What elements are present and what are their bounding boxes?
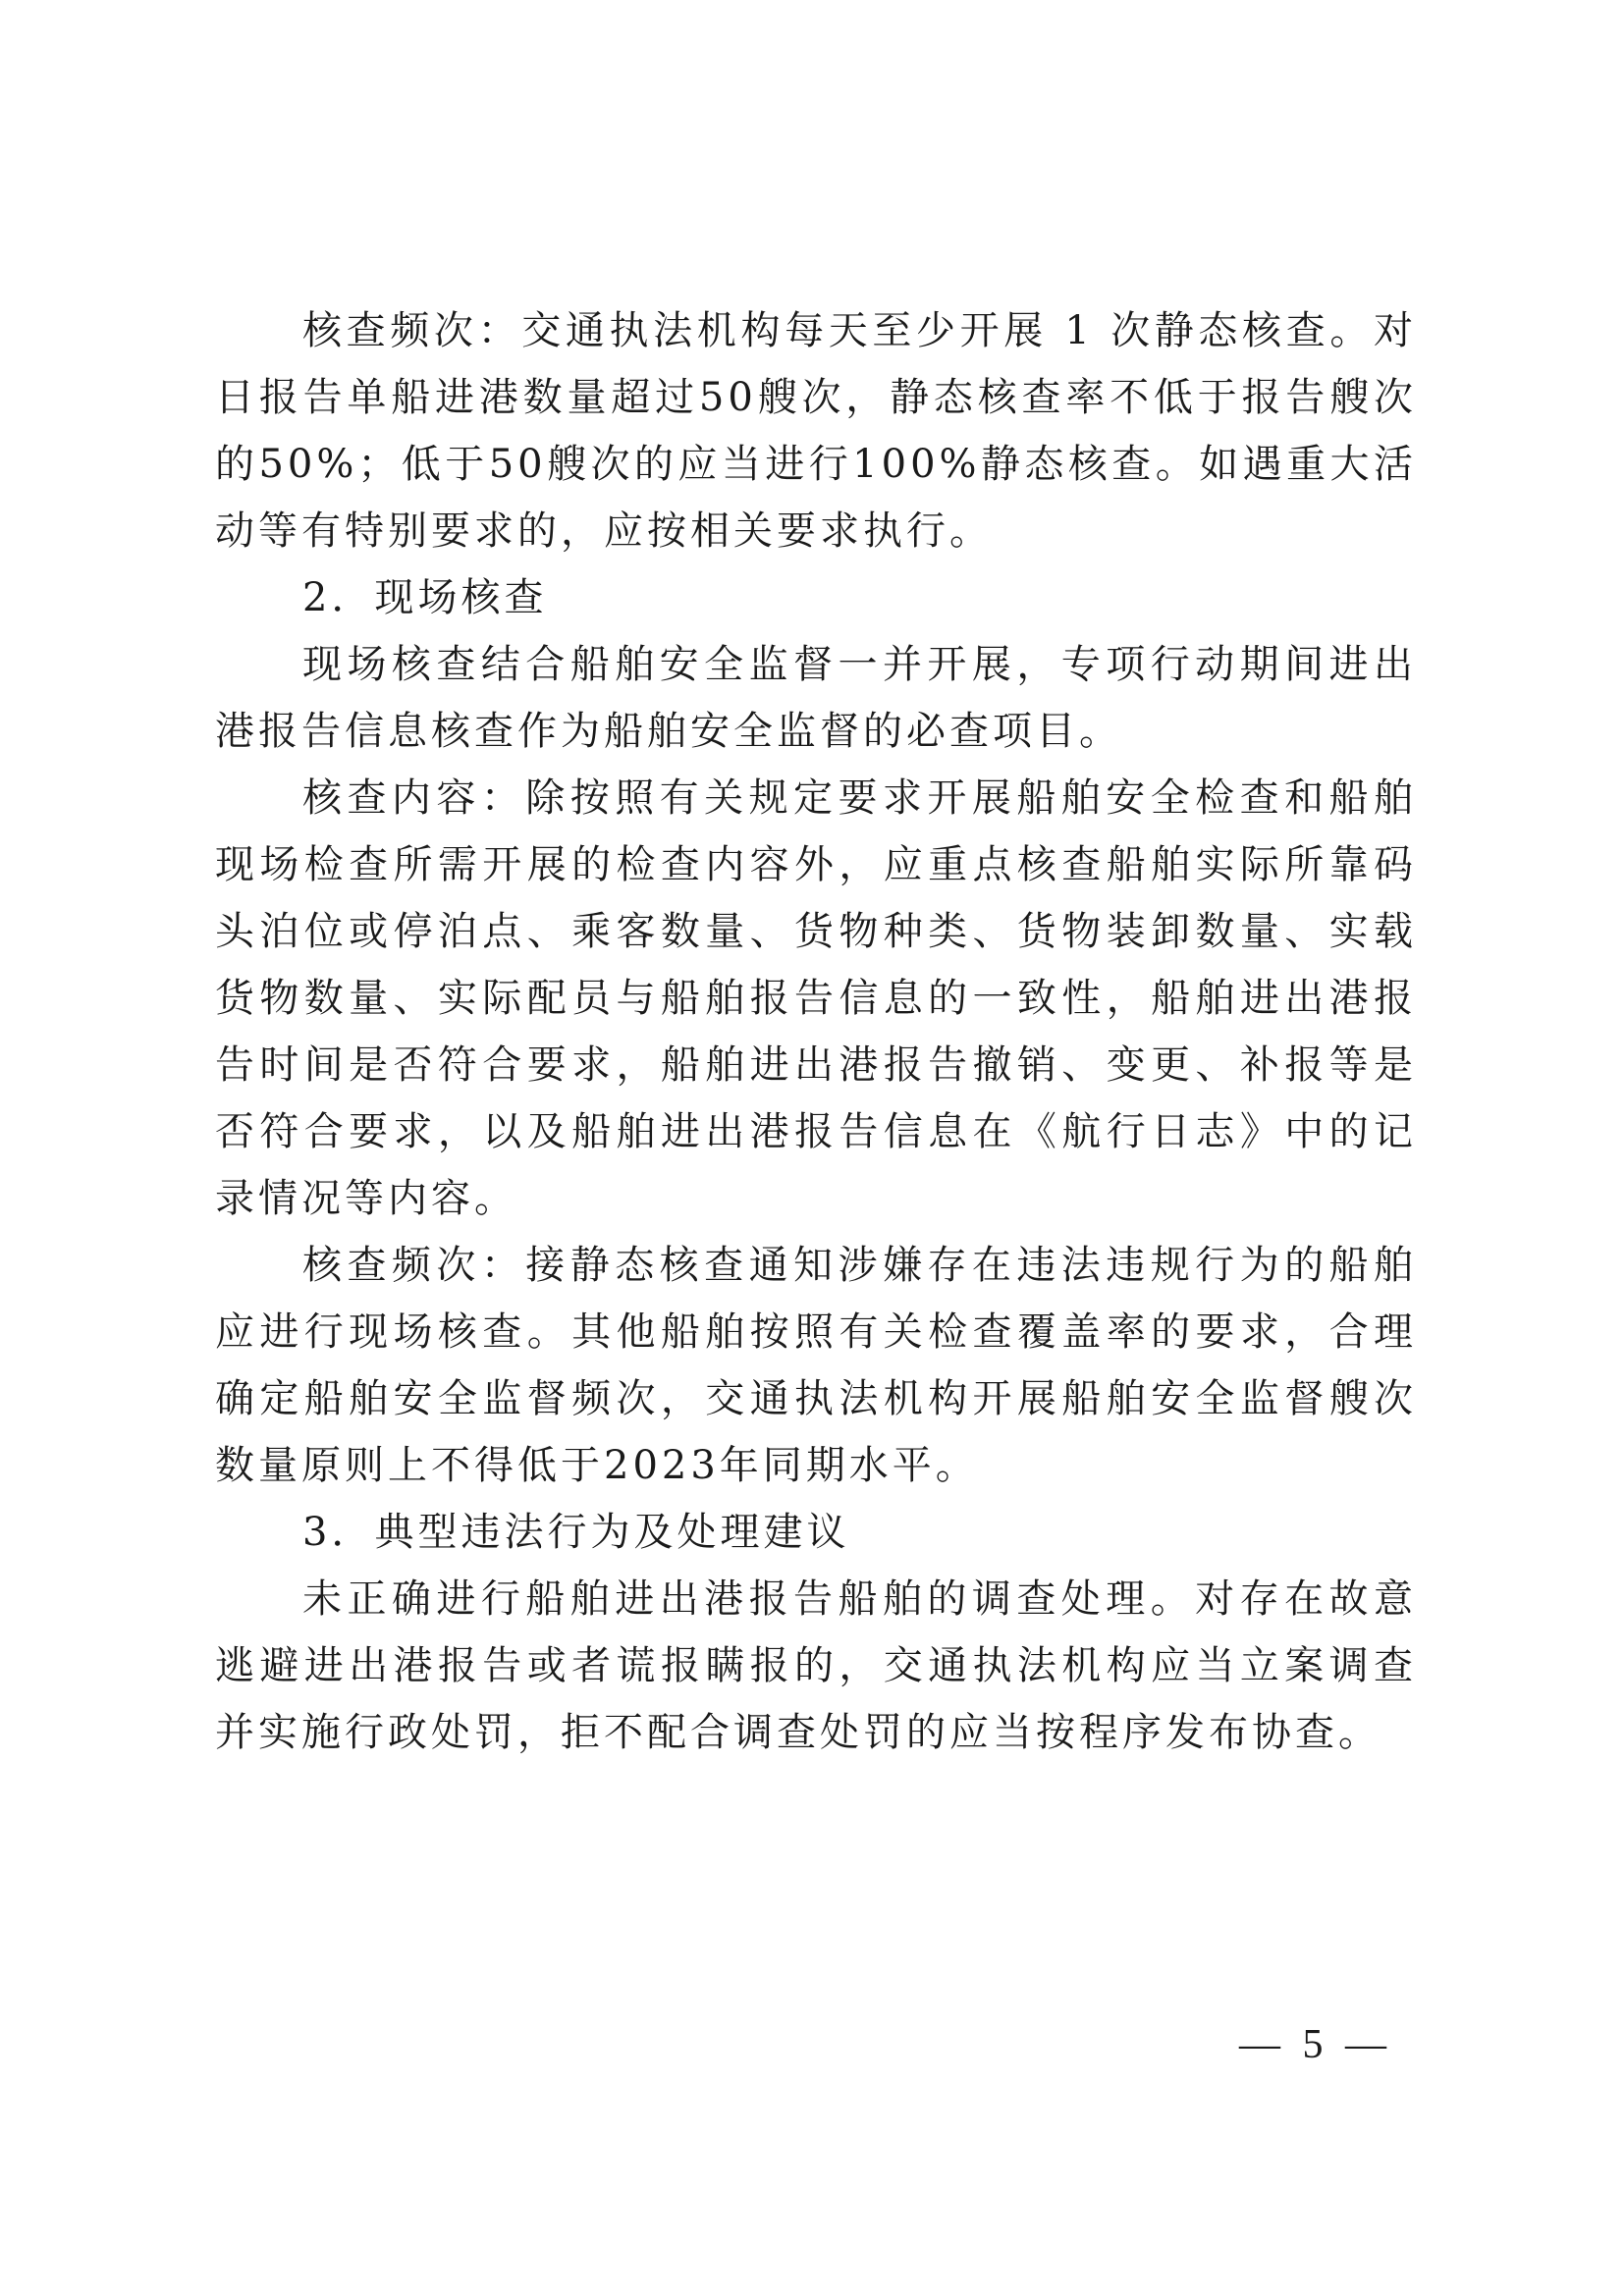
section-heading-onsite-check: 2．现场核查 [302,575,548,620]
section-heading-typical-violations: 3．典型违法行为及处理建议 [302,1510,850,1555]
paragraph-check-frequency-static: 核查频次：交通执法机构每天至少开展 1 次静态核查。对日报告单船进港数量超过50艘次，静态核查率不低于报告艘次的50%；低于50艘次的应当进行100%静态核查。如遇重大活动等有特别要求的，应按相关要求执行。 [215,308,1417,554]
document-body [215,297,1417,1766]
page-number: — 5 — [1239,2022,1392,2067]
paragraph-check-frequency-onsite: 核查频次：接静态核查通知涉嫌存在违法违规行为的船舶应进行现场核查。其他船舶按照有关检查覆盖率的要求，合理确定船舶安全监督频次，交通执法机构开展船舶安全监督艘次数量原则上不得低于2023年同期水平。 [215,1243,1417,1488]
paragraph-violation-handling: 未正确进行船舶进出港报告船舶的调查处理。对存在故意逃避进出港报告或者谎报瞒报的，交通执法机构应当立案调查并实施行政处罚，拒不配合调查处罚的应当按程序发布协查。 [215,1576,1417,1755]
paragraph-check-content: 核查内容：除按照有关规定要求开展船舶安全检查和船舶现场检查所需开展的检查内容外，应重点核查船舶实际所靠码头泊位或停泊点、乘客数量、货物种类、货物装卸数量、实载货物数量、实际配员与船舶报告信息的一致性，船舶进出港报告时间是否符合要求，船舶进出港报告撤销、变更、补报等是否符合要求，以及船舶进出港报告信息在《航行日志》中的记录情况等内容。 [215,775,1417,1221]
paragraph-onsite-check-intro: 现场核查结合船舶安全监督一并开展，专项行动期间进出港报告信息核查作为船舶安全监督的必查项目。 [215,642,1417,754]
